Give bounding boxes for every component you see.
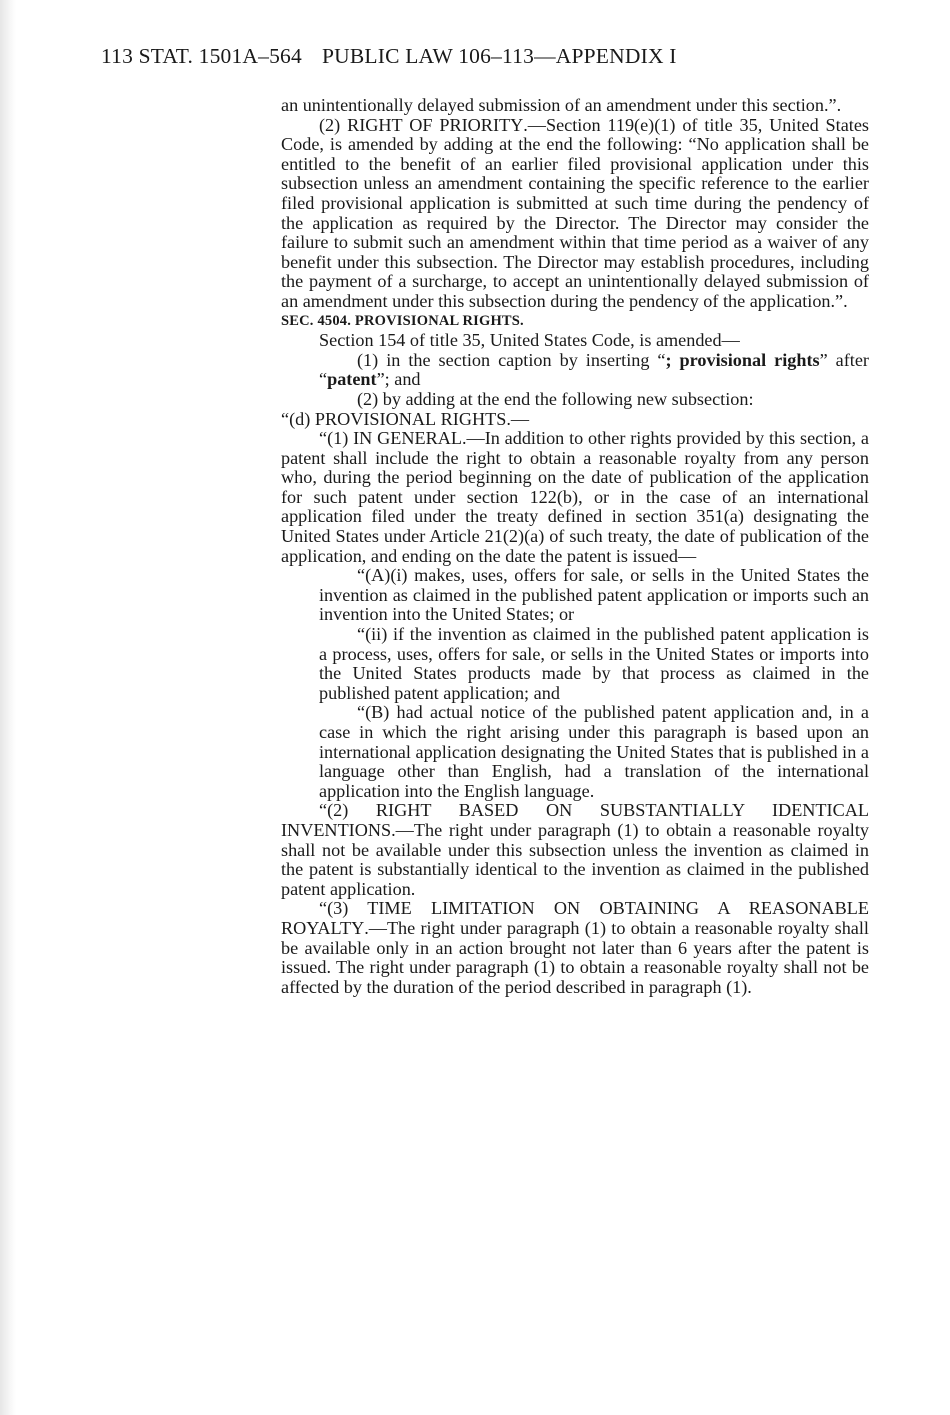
paragraph-in-general: “(1) IN GENERAL.—In addition to other rights provided by this section, a patent shall include the right to obtain a reasonable royalty from any person who, during the period beginning on the date of publication of the application for such patent under section 122(b), or in the case of an international application filed under the treaty defined in section 351(a) designating the United States under Article 21(2)(a) of such treaty, the date of publication of the application, and ending on the date the patent is issued— — [281, 428, 869, 566]
paragraph-continuation: an unintentionally delayed submission of an amendment under this section.”. — [281, 95, 842, 115]
paragraph-right-of-priority: (2) RIGHT OF PRIORITY.—Section 119(e)(1) of title 35, United States Code, is amended by adding at the end the following: “No application shall be entitled to the benefit of an earlier filed provisional application under this subsection unless an amendment containing the specific reference to the earlier filed provisional application is submitted at such time during the pendency of the application as required by the Director. The Director may consider the failure to submit such an amendment within that time period as a waiver of any benefit under this subsection. The Director may establish procedures, including the payment of a surcharge, to accept an unintentionally delayed submission of an amendment under this subsection during the pendency of the application.”. — [281, 114, 869, 311]
subsection-heading-provisional-rights: “(d) PROVISIONAL RIGHTS.— — [281, 408, 530, 429]
paragraph-section-154: Section 154 of title 35, United States Code, is amended— — [319, 330, 740, 351]
section-heading: SEC. 4504. PROVISIONAL RIGHTS. — [281, 312, 524, 329]
clause-a-ii: “(ii) if the invention as claimed in the published patent application is a process, uses, offers for sale, or sells in the United States or imports into the United States products made by that process as claimed in the published patent application; and — [319, 624, 869, 703]
scan-edge-shadow — [0, 0, 16, 1415]
page-header — [101, 44, 861, 69]
document-body — [281, 96, 869, 997]
clause-b: “(B) had actual notice of the published patent application and, in a case in which the right arising under this paragraph is based upon an international application designating the United States that is published in a language other than English, had a translation of the international application into the English language. — [319, 702, 869, 801]
stat-citation: 113 STAT. 1501A–564 — [101, 44, 302, 68]
law-title: PUBLIC LAW 106–113—APPENDIX I — [321, 44, 677, 68]
clause-a-i: “(A)(i) makes, uses, offers for sale, or sells in the United States the invention as claimed in the published patent application or imports such an invention into the United States; or — [319, 565, 869, 625]
paragraph-add-subsection: (2) by adding at the end the following new subsection: — [357, 388, 754, 409]
paragraph-substantially-identical: “(2) RIGHT BASED ON SUBSTANTIALLY IDENTICAL INVENTIONS.—The right under paragraph (1) to obtain a reasonable royalty shall not be available under this subsection unless the invention as claimed in the patent is substantially identical to the invention as claimed in the published patent application. — [281, 800, 869, 899]
paragraph-caption-amendment: (1) in the section caption by inserting “; provisional rights” after “patent”; and — [319, 349, 869, 390]
paragraph-time-limitation: “(3) TIME LIMITATION ON OBTAINING A REASONABLE ROYALTY.—The right under paragraph (1) to obtain a reasonable royalty shall be available only in an action brought not later than 6 years after the patent is issued. The right under paragraph (1) to obtain a reasonable royalty shall not be affected by the duration of the period described in paragraph (1). — [281, 898, 869, 997]
